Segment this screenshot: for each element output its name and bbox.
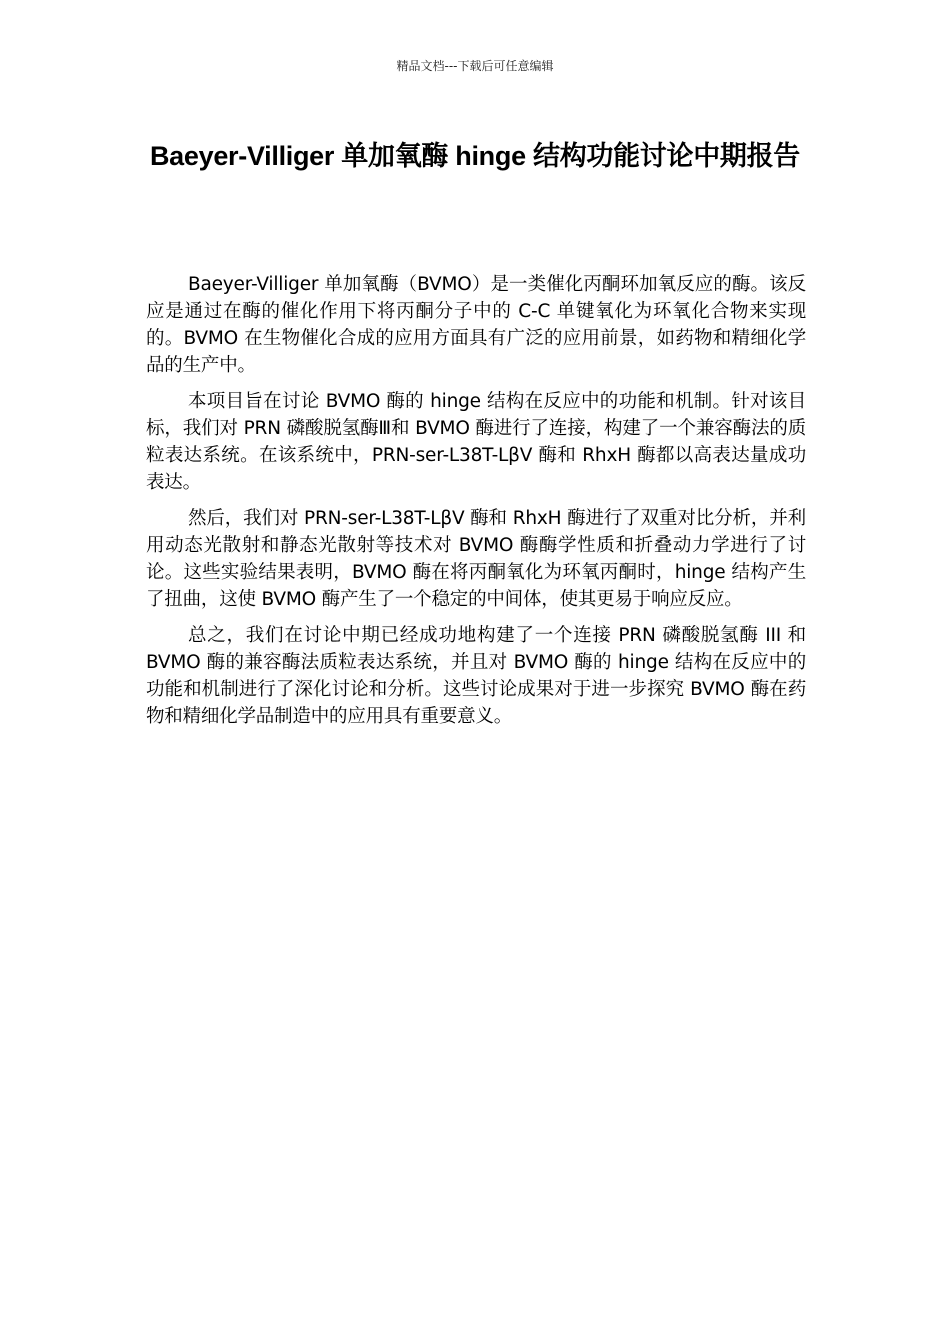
paragraph-objective: 本项目旨在讨论 BVMO 酶的 hinge 结构在反应中的功能和机制。针对该目标，我们对 PRN 磷酸脱氢酶Ⅲ和 BVMO 酶进行了连接，构建了一个兼容酶法的质粒表达系统。在该系统中，PRN-ser-L38T-LβV 酶和 RhxH 酶都以高表达量成功表达。 [146, 391, 806, 493]
header-note: 精品文档---下载后可任意编辑 [396, 59, 554, 73]
document-title: Baeyer-Villiger 单加氧酶 hinge 结构功能讨论中期报告 [149, 141, 800, 171]
paragraph-intro: Baeyer-Villiger 单加氧酶（BVMO）是一类催化丙酮环加氧反应的酶。该反应是通过在酶的催化作用下将丙酮分子中的 C-C 单键氧化为环氧化合物来实现的。BVMO 在生物催化合成的应用方面具有广泛的应用前景，如药物和精细化学品的生产中。 [146, 274, 806, 376]
paragraph-results: 然后，我们对 PRN-ser-L38T-LβV 酶和 RhxH 酶进行了双重对比分析，并利用动态光散射和静态光散射等技术对 BVMO 酶酶学性质和折叠动力学进行了讨论。这些实验结果表明，BVMO 酶在将丙酮氧化为环氧丙酮时，hinge 结构产生了扭曲，这使 BVMO 酶产生了一个稳定的中间体，使其更易于响应反应。 [146, 508, 806, 610]
paragraph-conclusion: 总之，我们在讨论中期已经成功地构建了一个连接 PRN 磷酸脱氢酶 III 和 BVMO 酶的兼容酶法质粒表达系统，并且对 BVMO 酶的 hinge 结构在反应中的功能和机制进行了深化讨论和分析。这些讨论成果对于进一步探究 BVMO 酶在药物和精细化学品制造中的应用具有重要意义。 [146, 625, 806, 727]
document-body [146, 271, 806, 739]
